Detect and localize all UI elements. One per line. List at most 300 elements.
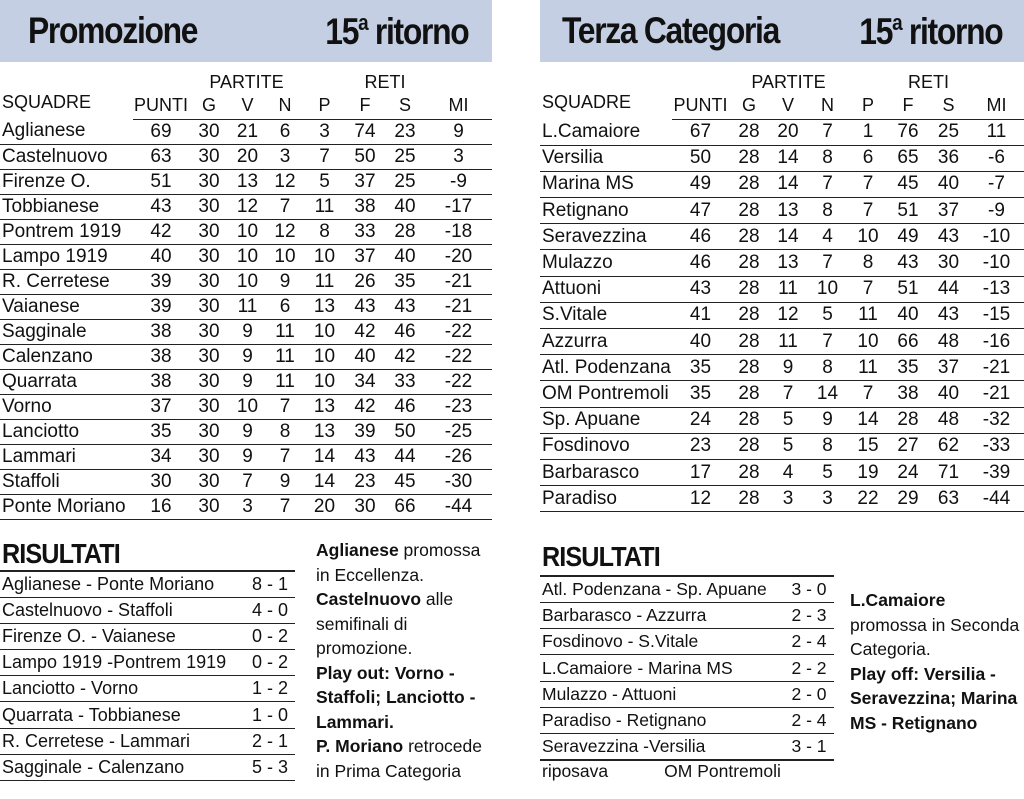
note-team-castelnuovo: Castelnuovo — [316, 589, 422, 609]
stat-p: 15 — [848, 433, 888, 459]
stat-s: 40 — [385, 194, 425, 219]
match: Seravezzina -Versilia — [540, 734, 784, 760]
score: 4 - 0 — [245, 597, 295, 623]
col-header-v: V — [769, 93, 807, 119]
result-row — [0, 597, 295, 623]
stat-v: 5 — [769, 407, 807, 433]
stat-p: 1 — [848, 119, 888, 145]
stat-f: 76 — [888, 119, 928, 145]
stat-g: 28 — [729, 302, 769, 328]
stat-n: 8 — [807, 433, 848, 459]
stat-n: 5 — [807, 459, 848, 485]
team-name: Mulazzo — [540, 250, 672, 276]
col-header-p: P — [848, 93, 888, 119]
score: 0 - 2 — [245, 650, 295, 676]
stat-punti: 63 — [133, 144, 189, 169]
stat-punti: 39 — [133, 269, 189, 294]
stat-g: 28 — [729, 224, 769, 250]
stat-p: 7 — [848, 276, 888, 302]
stat-mi: -21 — [969, 355, 1024, 381]
promozione-results-table — [0, 570, 295, 781]
stat-f: 66 — [888, 329, 928, 355]
stat-p: 10 — [304, 369, 345, 394]
stat-p: 8 — [848, 250, 888, 276]
stat-n: 8 — [807, 198, 848, 224]
stat-v: 9 — [229, 369, 266, 394]
stat-g: 28 — [729, 198, 769, 224]
stat-mi: -22 — [425, 369, 492, 394]
stat-f: 43 — [345, 294, 385, 319]
stat-mi: -21 — [425, 294, 492, 319]
stat-p: 20 — [304, 494, 345, 519]
stat-mi: -10 — [969, 250, 1024, 276]
team-name: Vaianese — [0, 294, 133, 319]
stat-punti: 37 — [133, 394, 189, 419]
result-row — [0, 728, 295, 754]
table-row — [540, 198, 1024, 224]
result-row — [540, 707, 834, 733]
stat-p: 8 — [304, 219, 345, 244]
stat-f: 50 — [345, 144, 385, 169]
col-header-n: N — [266, 93, 304, 119]
stat-f: 43 — [345, 444, 385, 469]
stat-g: 28 — [729, 171, 769, 197]
stat-f: 28 — [888, 407, 928, 433]
stat-s: 42 — [385, 344, 425, 369]
stat-v: 12 — [769, 302, 807, 328]
stat-s: 25 — [928, 119, 969, 145]
col-header-mi: MI — [969, 93, 1024, 119]
stat-g: 28 — [729, 381, 769, 407]
team-name: OM Pontremoli — [540, 381, 672, 407]
stat-f: 37 — [345, 244, 385, 269]
table-row — [0, 319, 492, 344]
table-row — [0, 294, 492, 319]
stat-s: 44 — [385, 444, 425, 469]
stat-s: 37 — [928, 198, 969, 224]
stat-v: 11 — [769, 329, 807, 355]
stat-p: 11 — [848, 355, 888, 381]
stat-punti: 23 — [672, 433, 729, 459]
stat-n: 3 — [807, 486, 848, 512]
col-header-mi: MI — [425, 93, 492, 119]
stat-f: 74 — [345, 119, 385, 144]
team-name: Marina MS — [540, 171, 672, 197]
stat-g: 30 — [189, 469, 229, 494]
result-row — [540, 734, 834, 760]
stat-punti: 34 — [133, 444, 189, 469]
stat-mi: -15 — [969, 302, 1024, 328]
stat-v: 14 — [769, 145, 807, 171]
stat-p: 3 — [304, 119, 345, 144]
stat-g: 28 — [729, 145, 769, 171]
stat-p: 7 — [848, 198, 888, 224]
stat-punti: 43 — [672, 276, 729, 302]
score: 2 - 4 — [784, 629, 834, 655]
stat-n: 5 — [807, 302, 848, 328]
col-header-g: G — [729, 93, 769, 119]
stat-mi: -22 — [425, 344, 492, 369]
stat-mi: -13 — [969, 276, 1024, 302]
stat-s: 62 — [928, 433, 969, 459]
stat-f: 24 — [888, 459, 928, 485]
stat-mi: -17 — [425, 194, 492, 219]
stat-v: 14 — [769, 224, 807, 250]
stat-s: 44 — [928, 276, 969, 302]
stat-g: 30 — [189, 119, 229, 144]
stat-punti: 30 — [133, 469, 189, 494]
stat-mi: -16 — [969, 329, 1024, 355]
stat-g: 30 — [189, 369, 229, 394]
stat-n: 9 — [807, 407, 848, 433]
stat-mi: -9 — [425, 169, 492, 194]
team-name: Atl. Podenzana — [540, 355, 672, 381]
table-row — [540, 171, 1024, 197]
stat-f: 65 — [888, 145, 928, 171]
match: Castelnuovo - Staffoli — [0, 597, 245, 623]
terza-banner — [540, 0, 1024, 62]
col-header-s: S — [928, 93, 969, 119]
stat-punti: 24 — [672, 407, 729, 433]
team-name: Ponte Moriano — [0, 494, 133, 519]
team-name: Paradiso — [540, 486, 672, 512]
team-name: Seravezzina — [540, 224, 672, 250]
stat-s: 46 — [385, 319, 425, 344]
stat-punti: 35 — [133, 419, 189, 444]
stat-n: 7 — [266, 194, 304, 219]
stat-n: 6 — [266, 294, 304, 319]
stat-punti: 43 — [133, 194, 189, 219]
partite-header: PARTITE — [751, 72, 826, 92]
stat-p: 11 — [304, 269, 345, 294]
stat-g: 28 — [729, 459, 769, 485]
score: 3 - 0 — [784, 576, 834, 602]
team-name: Lammari — [0, 444, 133, 469]
stat-s: 35 — [385, 269, 425, 294]
match: Firenze O. - Vaianese — [0, 623, 245, 649]
stat-mi: -30 — [425, 469, 492, 494]
stat-mi: -9 — [969, 198, 1024, 224]
table-row — [0, 169, 492, 194]
promozione-risultati-title: RISULTATI — [2, 538, 120, 569]
stat-n: 3 — [266, 144, 304, 169]
col-header-punti: PUNTI — [672, 93, 729, 119]
stat-n: 7 — [807, 119, 848, 145]
table-row — [0, 394, 492, 419]
result-row — [0, 676, 295, 702]
stat-mi: -20 — [425, 244, 492, 269]
terza-notes: L.Camaiore promossa in Seconda Categoria. Play off: Versilia - Seravezzina; Marina MS - Retignano — [850, 588, 1024, 735]
table-row — [540, 302, 1024, 328]
team-name: Azzurra — [540, 329, 672, 355]
score: 2 - 4 — [784, 707, 834, 733]
stat-n: 6 — [266, 119, 304, 144]
stat-punti: 40 — [672, 329, 729, 355]
stat-s: 36 — [928, 145, 969, 171]
team-name: Lanciotto — [0, 419, 133, 444]
stat-f: 40 — [345, 344, 385, 369]
result-row — [0, 623, 295, 649]
stat-g: 28 — [729, 276, 769, 302]
result-row — [540, 681, 834, 707]
reti-header: RETI — [364, 72, 406, 92]
stat-s: 23 — [385, 119, 425, 144]
stat-punti: 38 — [133, 369, 189, 394]
stat-g: 30 — [189, 169, 229, 194]
team-name: Vorno — [0, 394, 133, 419]
stat-g: 28 — [729, 486, 769, 512]
stat-s: 50 — [385, 419, 425, 444]
table-row — [540, 459, 1024, 485]
stat-n: 7 — [807, 250, 848, 276]
stat-p: 13 — [304, 394, 345, 419]
stat-punti: 69 — [133, 119, 189, 144]
stat-v: 7 — [769, 381, 807, 407]
stat-v: 5 — [769, 433, 807, 459]
riposo-label: riposava — [542, 761, 609, 782]
stat-g: 30 — [189, 294, 229, 319]
stat-p: 7 — [848, 171, 888, 197]
table-row — [540, 145, 1024, 171]
stat-v: 9 — [229, 319, 266, 344]
stat-mi: -18 — [425, 219, 492, 244]
table-row — [0, 494, 492, 519]
stat-g: 30 — [189, 319, 229, 344]
table-row — [0, 119, 492, 144]
stat-v: 9 — [229, 444, 266, 469]
stat-v: 12 — [229, 194, 266, 219]
terza-risultati-title: RISULTATI — [542, 541, 660, 572]
squadre-header: SQUADRE — [2, 92, 92, 112]
stat-mi: -26 — [425, 444, 492, 469]
stat-n: 11 — [266, 344, 304, 369]
team-name: Fosdinovo — [540, 433, 672, 459]
team-name: Quarrata — [0, 369, 133, 394]
stat-n: 12 — [266, 169, 304, 194]
stat-n: 9 — [266, 469, 304, 494]
stat-n: 14 — [807, 381, 848, 407]
stat-v: 10 — [229, 244, 266, 269]
table-row — [0, 269, 492, 294]
col-header-g: G — [189, 93, 229, 119]
table-row — [0, 219, 492, 244]
col-header-n: N — [807, 93, 848, 119]
stat-n: 12 — [266, 219, 304, 244]
stat-v: 13 — [229, 169, 266, 194]
stat-n: 9 — [266, 269, 304, 294]
stat-punti: 35 — [672, 381, 729, 407]
table-row — [540, 329, 1024, 355]
stat-f: 45 — [888, 171, 928, 197]
stat-f: 29 — [888, 486, 928, 512]
stat-punti: 39 — [133, 294, 189, 319]
stat-p: 10 — [304, 344, 345, 369]
promozione-title: Promozione — [28, 10, 198, 51]
promozione-section — [0, 0, 492, 781]
note-playoff: Play off: Versilia - Seravezzina; Marina MS - Retignano — [850, 663, 1018, 733]
stat-punti: 46 — [672, 250, 729, 276]
score: 1 - 0 — [245, 702, 295, 728]
stat-n: 7 — [266, 444, 304, 469]
match: Mulazzo - Attuoni — [540, 681, 784, 707]
stat-p: 22 — [848, 486, 888, 512]
note-team-lcamaiore: L.Camaiore — [850, 590, 946, 610]
riposo-row — [540, 760, 834, 782]
stat-g: 30 — [189, 344, 229, 369]
stat-g: 28 — [729, 355, 769, 381]
stat-punti: 46 — [672, 224, 729, 250]
stat-p: 10 — [304, 319, 345, 344]
stat-p: 14 — [848, 407, 888, 433]
stat-punti: 47 — [672, 198, 729, 224]
stat-s: 46 — [385, 394, 425, 419]
result-row — [540, 602, 834, 628]
stat-mi: -44 — [425, 494, 492, 519]
stat-p: 10 — [848, 224, 888, 250]
stat-s: 43 — [928, 224, 969, 250]
note-team-aglianese: Aglianese — [316, 540, 399, 560]
stat-f: 33 — [345, 219, 385, 244]
stat-mi: -44 — [969, 486, 1024, 512]
team-name: Staffoli — [0, 469, 133, 494]
team-name: Attuoni — [540, 276, 672, 302]
stat-s: 40 — [385, 244, 425, 269]
stat-v: 3 — [229, 494, 266, 519]
team-name: L.Camaiore — [540, 119, 672, 145]
table-row — [0, 144, 492, 169]
stat-s: 66 — [385, 494, 425, 519]
stat-punti: 41 — [672, 302, 729, 328]
note-team-pmoriano: P. Moriano — [316, 736, 404, 756]
score: 2 - 2 — [784, 655, 834, 681]
stat-punti: 49 — [672, 171, 729, 197]
stat-f: 27 — [888, 433, 928, 459]
stat-v: 9 — [229, 344, 266, 369]
stat-f: 34 — [345, 369, 385, 394]
stat-s: 71 — [928, 459, 969, 485]
result-row — [540, 576, 834, 602]
stat-f: 23 — [345, 469, 385, 494]
stat-p: 13 — [304, 294, 345, 319]
stat-v: 13 — [769, 198, 807, 224]
stat-s: 25 — [385, 169, 425, 194]
stat-p: 7 — [304, 144, 345, 169]
team-name: Aglianese — [0, 119, 133, 144]
stat-punti: 35 — [672, 355, 729, 381]
promozione-notes: Aglianese promossa in Eccellenza. Castelnuovo alle semifinali di promozione. Play out: Vorno - Staffoli; Lanciotto - Lammari. P. Moriano retrocede in Prima Categoria — [316, 538, 492, 783]
table-row — [0, 344, 492, 369]
terza-title: Terza Categoria — [562, 10, 780, 51]
table-row — [540, 224, 1024, 250]
stat-n: 11 — [266, 319, 304, 344]
stat-punti: 16 — [133, 494, 189, 519]
col-header-punti: PUNTI — [133, 93, 189, 119]
stat-mi: -21 — [425, 269, 492, 294]
stat-f: 49 — [888, 224, 928, 250]
stat-g: 30 — [189, 444, 229, 469]
stat-n: 7 — [266, 394, 304, 419]
stat-v: 11 — [229, 294, 266, 319]
col-header-f: F — [345, 93, 385, 119]
match: L.Camaiore - Marina MS — [540, 655, 784, 681]
stat-mi: -39 — [969, 459, 1024, 485]
terza-results-table — [540, 575, 834, 782]
score: 0 - 2 — [245, 623, 295, 649]
stat-s: 63 — [928, 486, 969, 512]
stat-punti: 67 — [672, 119, 729, 145]
stat-s: 33 — [385, 369, 425, 394]
team-name: Sagginale — [0, 319, 133, 344]
stat-p: 11 — [304, 194, 345, 219]
stat-n: 8 — [266, 419, 304, 444]
stat-f: 37 — [345, 169, 385, 194]
team-name: Lampo 1919 — [0, 244, 133, 269]
note-playout: Play out: Vorno - Staffoli; Lanciotto - Lammari. — [316, 662, 476, 732]
table-row — [0, 194, 492, 219]
stat-s: 43 — [385, 294, 425, 319]
col-header-p: P — [304, 93, 345, 119]
stat-s: 48 — [928, 329, 969, 355]
stat-v: 20 — [769, 119, 807, 145]
stat-g: 30 — [189, 219, 229, 244]
table-row — [0, 244, 492, 269]
stat-f: 39 — [345, 419, 385, 444]
stat-n: 4 — [807, 224, 848, 250]
team-name: Pontrem 1919 — [0, 219, 133, 244]
stat-p: 10 — [304, 244, 345, 269]
stat-g: 28 — [729, 407, 769, 433]
stat-n: 10 — [807, 276, 848, 302]
stat-punti: 12 — [672, 486, 729, 512]
stat-n: 10 — [266, 244, 304, 269]
table-row — [540, 119, 1024, 145]
col-header-s: S — [385, 93, 425, 119]
stat-mi: -22 — [425, 319, 492, 344]
stat-n: 7 — [807, 171, 848, 197]
terza-round: 15$^a$ ritorno — [858, 10, 1002, 52]
stat-punti: 38 — [133, 319, 189, 344]
stat-f: 38 — [888, 381, 928, 407]
score: 2 - 1 — [245, 728, 295, 754]
stat-f: 51 — [888, 198, 928, 224]
stat-mi: -32 — [969, 407, 1024, 433]
stat-g: 28 — [729, 250, 769, 276]
stat-p: 19 — [848, 459, 888, 485]
table-row — [540, 433, 1024, 459]
stat-n: 8 — [807, 355, 848, 381]
result-row — [0, 571, 295, 597]
stat-p: 7 — [848, 381, 888, 407]
score: 2 - 3 — [784, 602, 834, 628]
terza-standings-table — [540, 72, 1024, 512]
stat-p: 6 — [848, 145, 888, 171]
promozione-banner — [0, 0, 492, 62]
terza-section — [540, 0, 1024, 782]
table-row — [0, 369, 492, 394]
match: Sagginale - Calenzano — [0, 754, 245, 780]
match: Aglianese - Ponte Moriano — [0, 571, 245, 597]
stat-punti: 51 — [133, 169, 189, 194]
stat-p: 11 — [848, 302, 888, 328]
stat-v: 10 — [229, 219, 266, 244]
stat-punti: 38 — [133, 344, 189, 369]
stat-v: 11 — [769, 276, 807, 302]
col-header-f: F — [888, 93, 928, 119]
score: 8 - 1 — [245, 571, 295, 597]
team-name: Calenzano — [0, 344, 133, 369]
stat-n: 8 — [807, 145, 848, 171]
stat-punti: 40 — [133, 244, 189, 269]
